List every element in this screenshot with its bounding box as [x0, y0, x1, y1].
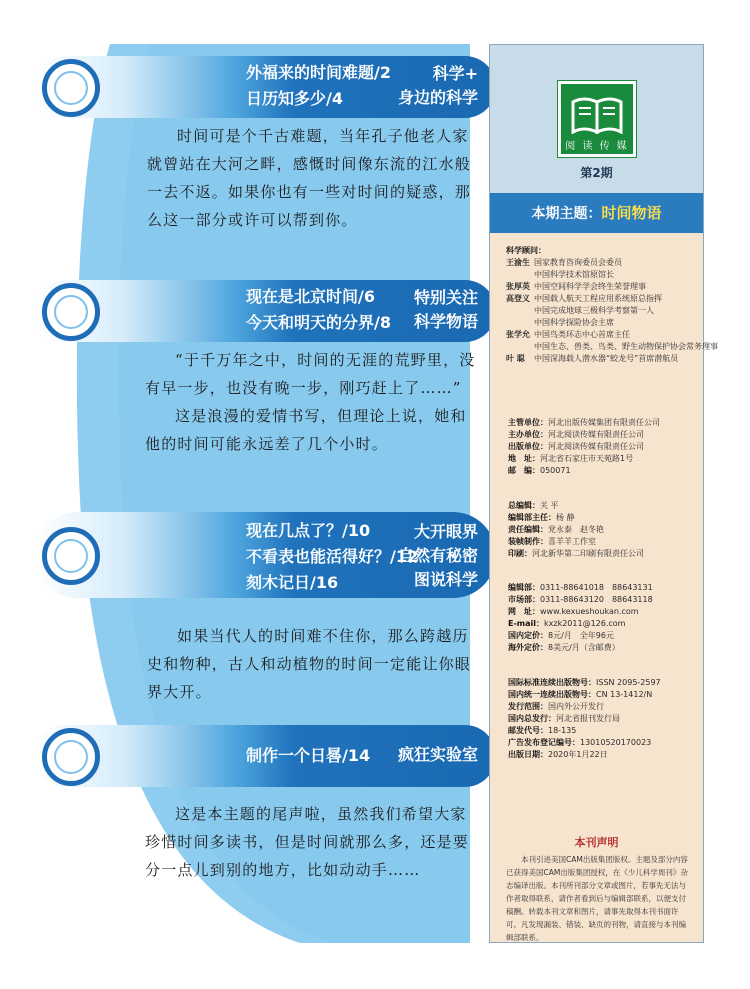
toc-items [246, 60, 391, 112]
advisors-block: 科学顾问： 王渝生 国家教育咨询委员会委员 中国科学技术馆原馆长 张厚英 中国空间科学学会终生荣誉理事 高登义 中国载人航天工程应用系统原总指挥 中国完成地球三极科学考察第一人 中国科学探险协会主席 张学允 中国鸟类环志中心首席主任 中国生态、兽类、鸟类、野生动物保护协会常务理事 叶 聪 中国深海载人潜水器“蛟龙号”首席潜航员 [506, 246, 718, 363]
book-icon [571, 94, 623, 134]
publisher-info: 主管单位：河北出版传媒集团有限责任公司 主办单位：河北阅读传媒有限责任公司 出版单位：河北阅读传媒有限责任公司 地 址：河北省石家庄市天苑路1号 邮 编：050071 [508, 418, 660, 475]
section-intro: 这是本主题的尾声啦，虽然我们希望大家珍惜时间多读书，但是时间就那么多，还是要分一点儿到别的地方，比如动动手…… [145, 805, 470, 879]
category-label: 特别关注 科学物语 [413, 288, 478, 331]
toc-item[interactable]: 不看表也能活得好？/12 [246, 547, 419, 566]
contact-info: 编辑部：0311-88641018 88643131 市场部：0311-88643120 88643118 网 址：www.kexueshoukan.com E-mail：kxzk2011@126.com 国内定价：8元/月 全年96元 海外定价：8美元/月（含邮费） [508, 583, 653, 652]
toc-item[interactable]: 制作一个日晷/14 [246, 746, 371, 765]
publication-numbers: 国际标准连续出版物号：ISSN 2095-2597 国内统一连续出版物号：CN 13-1412/N 发行范围：国内外公开发行 国内总发行：河北省报刊发行局 邮发代号：18-135 广告发布登记编号：1301052017​0023 出版日期：2020年1月22日 [508, 678, 661, 759]
category-label: 疯狂实验室 [397, 745, 478, 764]
toc-item[interactable]: 现在是北京时间/6 [246, 287, 375, 306]
toc-item[interactable]: 日历知多少/4 [246, 89, 343, 108]
toc-items [246, 743, 370, 769]
ring-icon [42, 527, 100, 585]
ring-icon [42, 283, 100, 341]
ring-icon [42, 728, 100, 786]
declaration-text: 本刊引进美国CAM出版集团版权。主题及部分内容已获得美国CAM出版集团授权，在《少儿科学周刊》杂志编译出版。本刊所刊部分文章或图片，若事先无法与作者取得联系，请作者看到后与编辑部联系，以便支付稿酬。转载本刊文章和图片，请事先取得本刊书面许可。凡发现漏装、错装、缺页的刊物，请直接与本刊编辑部联系。 [506, 855, 688, 942]
category-label: 大开眼界 自然有秘密 图说科学 [397, 522, 478, 589]
toc-items [246, 284, 391, 336]
publisher-logo: 阅 读 传 媒 [558, 81, 636, 157]
email-link[interactable]: kxzk2011@126.com [544, 619, 626, 628]
issue-number: 第2期 [580, 166, 613, 180]
section-intro: 如果当代人的时间难不住你，那么跨越历史和物种，古人和动植物的时间一定能让你眼界大开。 [147, 627, 472, 701]
toc-item[interactable]: 今天和明天的分界/8 [246, 313, 391, 332]
issue-theme: 本期主题：时间物语 [490, 193, 703, 233]
toc-item[interactable]: 现在几点了？/10 [246, 521, 371, 540]
staff-info: 总编辑：关 平 编辑部主任：杨 静 责任编辑：党永泰 赵冬艳 装帧制作：喜羊羊工作室 印刷：河北新华第二印刷有限责任公司 [508, 501, 644, 558]
section-intro: “于千万年之中，时间的无涯的荒野里，没有早一步，也没有晚一步，刚巧赶上了……” 这是浪漫的爱情书写，但理论上说，她和他的时间可能永远差了几个小时。 [145, 351, 476, 453]
ring-icon [42, 59, 100, 117]
sidebar-header [490, 45, 703, 193]
masthead-sidebar [489, 44, 718, 943]
toc-item[interactable]: 外福来的时间难题/2 [246, 63, 391, 82]
section-intro: 时间可是个千古难题，当年孔子他老人家就曾站在大河之畔，感慨时间像东流的江水般一去不返。如果你也有一些对时间的疑惑，那么这一部分或许可以帮到你。 [147, 127, 472, 229]
toc-items [246, 518, 418, 596]
toc-item[interactable]: 刻木记日/16 [246, 573, 339, 592]
declaration-title: 本刊声明 [574, 836, 619, 849]
website-link[interactable]: www.kexueshoukan.com [540, 607, 639, 616]
category-label: 科学+ 身边的科学 [397, 64, 478, 107]
